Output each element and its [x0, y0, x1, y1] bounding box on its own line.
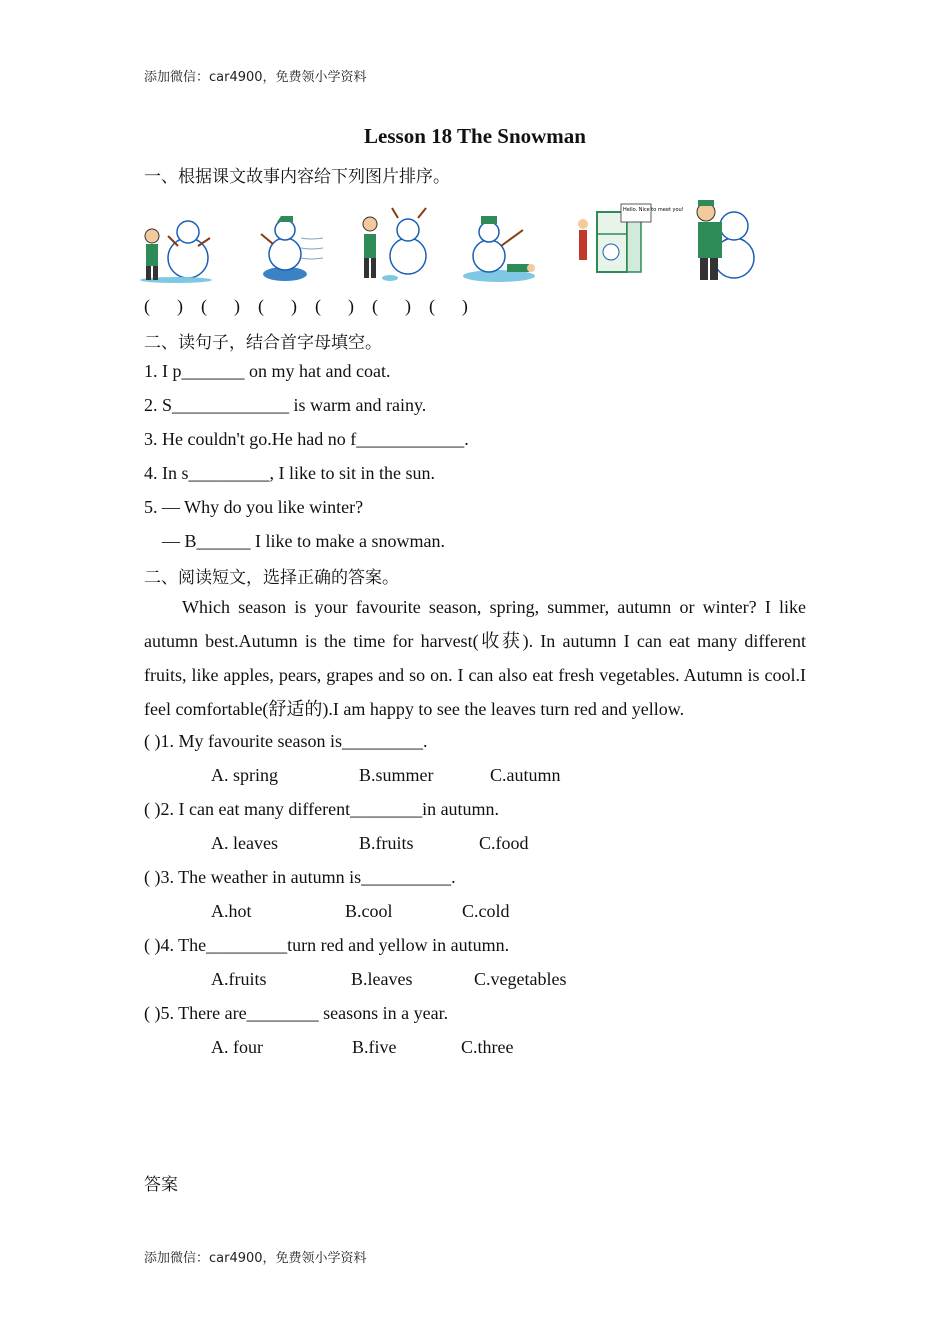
- question-2-option-a: A. leaves: [211, 833, 278, 853]
- question-5: ( )5. There are________ seasons in a year.: [144, 1003, 449, 1023]
- question-1: ( )1. My favourite season is_________.: [144, 731, 428, 751]
- question-2: ( )2. I can eat many different________in autumn.: [144, 799, 500, 819]
- question-3-option-c: C.cold: [462, 901, 510, 921]
- question-4: ( )4. The_________turn red and yellow in autumn.: [144, 935, 510, 955]
- question-3: ( )3. The weather in autumn is__________.: [144, 867, 456, 887]
- question-1-option-a: A. spring: [211, 765, 278, 785]
- question-1-option-c: C.autumn: [490, 765, 561, 785]
- question-4-option-a: A.fruits: [211, 969, 267, 989]
- fill-item-4: 4. In s_________, I like to sit in the sun.: [144, 463, 435, 483]
- reading-passage: [144, 590, 806, 726]
- picture-1: [140, 208, 218, 284]
- fill-item-1: 1. I p_______ on my hat and coat.: [144, 361, 391, 381]
- question-5-option-c: C.three: [461, 1037, 514, 1057]
- answers-heading: 答案: [144, 1175, 178, 1195]
- header-note: 添加微信：car4900，免费领小学资料: [144, 70, 367, 85]
- question-3-option-a: A.hot: [211, 901, 252, 921]
- picture-order-answer-slots[interactable]: ( ) ( ) ( ) ( ) ( ) ( ): [144, 296, 468, 316]
- question-5-option-b: B.five: [352, 1037, 397, 1057]
- fill-item-3: 3. He couldn't go.He had no f____________.: [144, 429, 469, 449]
- question-2-option-c: C.food: [479, 833, 529, 853]
- question-2-option-b: B.fruits: [359, 833, 414, 853]
- picture-2: [255, 208, 327, 284]
- question-5-option-a: A. four: [211, 1037, 263, 1057]
- page-title: Lesson 18 The Snowman: [364, 124, 586, 148]
- footer-note: 添加微信：car4900，免费领小学资料: [144, 1251, 367, 1266]
- fill-item-2: 2. S_____________ is warm and rainy.: [144, 395, 427, 415]
- question-3-option-b: B.cool: [345, 901, 393, 921]
- question-1-option-b: B.summer: [359, 765, 434, 785]
- fill-item-5-question: 5. — Why do you like winter?: [144, 497, 364, 517]
- question-4-option-c: C.vegetables: [474, 969, 567, 989]
- question-4-option-b: B.leaves: [351, 969, 413, 989]
- fridge-note-text: Hello. Nice to meet you!: [623, 207, 684, 213]
- reading-passage-text: Which season is your favourite season, spring, summer, autumn or winter? I like autumn best.Autumn is the time for harvest(收获). In autumn I can eat many different fruits, like apples, pears, grapes and so on. I can also eat fresh vegetables. Autumn is cool.I feel comfortable(舒适的).I am happy to see the leaves turn red and yellow.: [144, 597, 806, 719]
- picture-4: [463, 210, 537, 284]
- picture-3: [360, 206, 436, 284]
- section2-heading: 二、读句子，结合首字母填空。: [144, 333, 382, 353]
- picture-5: [575, 204, 684, 276]
- fill-item-5-answer: — B______ I like to make a snowman.: [162, 531, 445, 551]
- section1-heading: 一、根据课文故事内容给下列图片排序。: [144, 167, 450, 187]
- picture-6: [684, 196, 760, 284]
- section3-heading: 二、阅读短文，选择正确的答案。: [144, 568, 399, 588]
